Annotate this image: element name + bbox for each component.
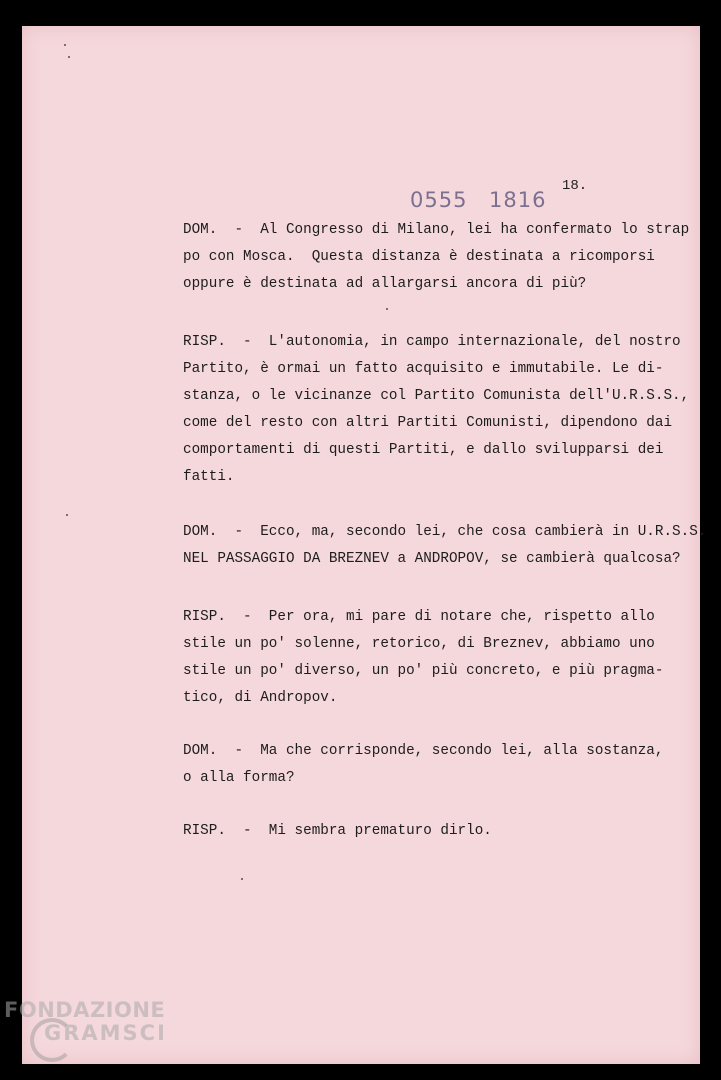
watermark-line: FONDAZIONE [4, 998, 166, 1022]
watermark-line: GRAMSCI [44, 1021, 167, 1045]
text-line: stile un po' solenne, retorico, di Breznev, abbiamo uno [183, 636, 655, 652]
document-page [22, 26, 707, 1064]
paper-speck [64, 44, 66, 46]
paper-speck [241, 878, 243, 880]
text-line: RISP. - Per ora, mi pare di notare che, rispetto allo [183, 609, 655, 625]
archive-stamp-number: 0555 [410, 188, 468, 212]
text-line: Partito, è ormai un fatto acquisito e immutabile. Le di- [183, 361, 664, 377]
text-line: oppure è destinata ad allargarsi ancora di più? [183, 276, 587, 292]
question-block [183, 738, 703, 792]
text-line: fatti. [183, 469, 235, 485]
answer-block [183, 604, 703, 712]
text-line: o alla forma? [183, 770, 295, 786]
text-line: DOM. - Al Congresso di Milano, lei ha confermato lo strap [183, 222, 690, 238]
paper-speck [66, 514, 68, 516]
text-line: NEL PASSAGGIO DA BREZNEV a ANDROPOV, se cambierà qualcosa? [183, 551, 681, 567]
page-number: 18. [562, 178, 588, 194]
fondazione-gramsci-watermark [4, 1000, 167, 1044]
text-line: RISP. - Mi sembra prematuro dirlo. [183, 823, 492, 839]
paper-speck [386, 308, 388, 310]
text-line: stanza, o le vicinanze col Partito Comunista dell'U.R.S.S., [183, 388, 690, 404]
answer-block [183, 818, 703, 845]
text-line: comportamenti di questi Partiti, e dallo svilupparsi dei [183, 442, 664, 458]
answer-block [183, 329, 703, 491]
text-line: DOM. - Ma che corrisponde, secondo lei, alla sostanza, [183, 743, 664, 759]
text-line: DOM. - Ecco, ma, secondo lei, che cosa cambierà in U.R.S.S. [183, 524, 707, 540]
text-line: po con Mosca. Questa distanza è destinata a ricomporsi [183, 249, 655, 265]
archive-stamp-number: 1816 [489, 188, 547, 212]
text-line: come del resto con altri Partiti Comunisti, dipendono dai [183, 415, 673, 431]
text-line: RISP. - L'autonomia, in campo internazionale, del nostro [183, 334, 681, 350]
question-block [183, 217, 703, 298]
text-line: tico, di Andropov. [183, 690, 338, 706]
text-line: stile un po' diverso, un po' più concreto, e più pragma- [183, 663, 664, 679]
paper-speck [68, 56, 70, 58]
question-block [183, 519, 707, 573]
